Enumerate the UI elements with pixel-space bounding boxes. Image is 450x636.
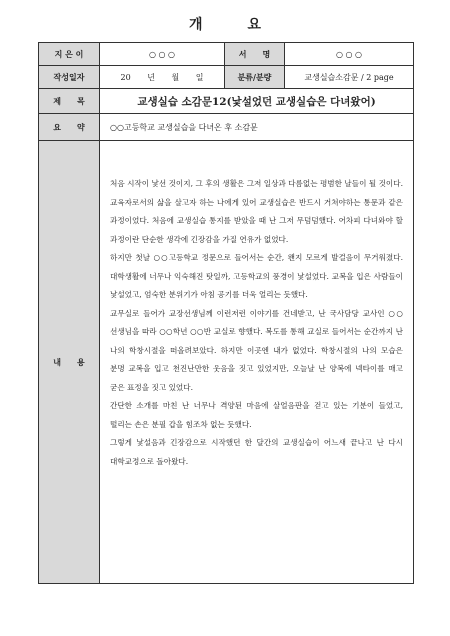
category-value: 교생실습소감문 / 2 page	[285, 66, 414, 89]
date-day-unit: 일	[195, 72, 204, 82]
date-value	[100, 66, 225, 89]
date-row	[39, 66, 414, 89]
summary-table	[38, 42, 414, 584]
date-year: 20	[120, 72, 131, 82]
content-paragraph: 하지만 첫날 ○○고등학교 정문으로 들어서는 순간, 왠지 모르게 발걸음이 무거워졌다. 대학생활에 너무나 익숙해진 탓일까, 고등학교의 풍경이 낯설었다. 교복을 입은 사람들이 낯설었고, 엄숙한 분위기가 아침 공기를 더욱 얼리는 듯했다.	[110, 253, 403, 299]
content-paragraph: 그렇게 낯설음과 긴장감으로 시작했던 한 달간의 교생실습이 어느새 끝나고 난 다시 대학교정으로 돌아왔다.	[110, 438, 403, 466]
author-row	[39, 43, 414, 66]
subject-label: 제 목	[39, 89, 100, 114]
signature-label: 서 명	[225, 43, 285, 66]
content-row	[39, 141, 414, 584]
summary-value: ○○고등학교 교생실습을 다녀온 후 소감문	[100, 114, 414, 141]
summary-row	[39, 114, 414, 141]
date-month-unit: 월	[171, 72, 180, 82]
content-paragraph: 처음 시작이 낯선 것이지, 그 후의 생활은 그저 일상과 다름없는 평범한 날들이 될 것이다. 교육자로서의 삶을 살고자 하는 나에게 있어 교생실습은 반드시 거쳐야하는 통문과 같은 과정이었다. 처음에 교생실습 통지를 받았을 때 난 그저 무덤덤했다. 어차피 다녀와야 할 과정이란 단순한 생각에 긴장감을 가질 연유가 없었다.	[110, 179, 403, 244]
title-char-1: 개	[189, 17, 203, 33]
date-year-unit: 년	[147, 72, 155, 82]
content-label: 내 용	[39, 141, 100, 584]
document-title	[0, 14, 450, 34]
content-body	[100, 141, 414, 584]
content-paragraph: 간단한 소개를 마친 난 너무나 격양된 마음에 살얼음판을 걷고 있는 기분이 들었고, 떨리는 손은 분필 갑을 힘조차 없는 듯했다.	[110, 401, 403, 429]
author-value: ○ ○ ○	[100, 43, 225, 66]
date-label: 작성일자	[39, 66, 100, 89]
subject-value: 교생실습 소감문12(낯설었던 교생실습은 다녀왔어)	[100, 89, 414, 114]
content-paragraph: 교무실로 들어가 교장선생님께 이런저런 이야기를 건네받고, 난 국사담당 교사인 ○○선생님을 따라 ○○학년 ○○반 교실로 향했다. 복도를 통해 교실로 들어서는 순간까지 난 나의 학창시절을 떠올려보았다. 하지만 이곳엔 내가 없었다. 학창시절의 나의 모습은 분명 교복을 입고 천진난만한 웃음을 짓고 있었지만, 오늘날 난 양복에 넥타이를 매고 굳은 표정을 짓고 있었다.	[110, 308, 403, 392]
subject-row	[39, 89, 414, 114]
signature-value: ○ ○ ○	[285, 43, 414, 66]
summary-label: 요 약	[39, 114, 100, 141]
title-char-2: 요	[247, 17, 261, 33]
author-label: 지 은 이	[39, 43, 100, 66]
category-label: 분류/분량	[225, 66, 285, 89]
